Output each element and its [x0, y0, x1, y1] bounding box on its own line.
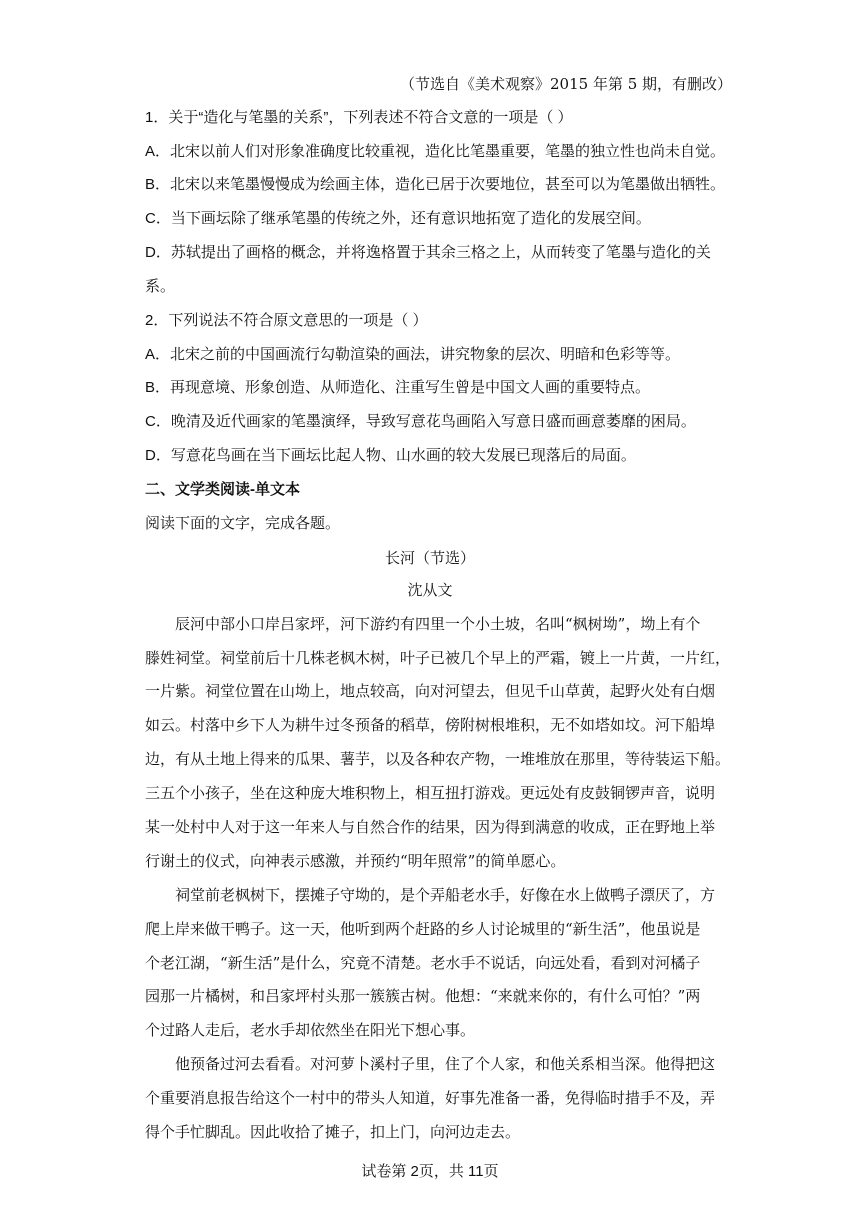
story-author: 沈从文	[407, 581, 453, 599]
source-note: （节选自《美术观察》2015 年第 5 期，有删改）	[400, 75, 733, 93]
question-2-option-c: C．晚清及近代画家的笔墨演绎，导致写意花鸟画陷入写意日盛而画意萎靡的困局。	[145, 413, 696, 430]
question-2-stem: 2．下列说法不符合原文意思的一项是（ ）	[145, 312, 428, 329]
para1-line: 边，有从土地上得来的瓜果、薯芋，以及各种农产物，一堆堆放在那里，等待装运下船。	[145, 750, 731, 768]
reading-instruction: 阅读下面的文字，完成各题。	[145, 515, 341, 532]
question-1-option-a: A．北宋以前人们对形象准确度比较重视，造化比笔墨重要，笔墨的独立性也尚未自觉。	[145, 143, 726, 160]
para1-line: 三五个小孩子，坐在这种庞大堆积物上，相互扭打游戏。更远处有皮鼓铜锣声音，说明	[145, 784, 716, 802]
question-1-option-d-continued: 系。	[145, 278, 176, 295]
question-2-option-b: B．再现意境、形象创造、从师造化、注重写生曾是中国文人画的重要特点。	[145, 379, 651, 396]
para2-line: 祠堂前老枫树下，摆摊子守坳的，是个弄船老水手，好像在水上做鸭子漂厌了，方	[175, 886, 716, 904]
question-1-stem: 1．关于“造化与笔墨的关系”，下列表述不符合文意的一项是（ ）	[145, 109, 573, 126]
para1-line: 行谢土的仪式，向神表示感激，并预约“明年照常”的简单愿心。	[145, 852, 566, 870]
para3-line: 得个手忙脚乱。因此收拾了摊子，扣上门，向河边走去。	[145, 1123, 521, 1141]
question-1-option-d: D．苏轼提出了画格的概念，并将逸格置于其余三格之上，从而转变了笔墨与造化的关	[145, 244, 711, 261]
para1-line: 辰河中部小口岸吕家坪，河下游约有四里一个小土坡，名叫“枫树坳”，坳上有个	[175, 615, 701, 633]
para2-line: 园那一片橘树，和吕家坪村头那一簇簇古树。他想：“来就来你的，有什么可怕？”两	[145, 987, 701, 1005]
para1-line: 某一处村中人对于这一年来人与自然合作的结果，因为得到满意的收成，正在野地上举	[145, 818, 716, 836]
question-2-option-a: A．北宋之前的中国画流行勾勒渲染的画法，讲究物象的层次、明暗和色彩等等。	[145, 346, 681, 363]
para1-line: 一片紫。祠堂位置在山坳上，地点较高，向对河望去，但见千山草黄，起野火处有白烟	[145, 682, 716, 700]
para1-line: 滕姓祠堂。祠堂前后十几株老枫木树，叶子已被几个早上的严霜，镀上一片黄，一片红，	[145, 649, 731, 667]
para2-line: 个老江湖，“新生活”是什么，究竟不清楚。老水手不说话，向远处看，看到对河橘子	[145, 954, 701, 972]
para3-line: 个重要消息报告给这个一村中的带头人知道，好事先准备一番，免得临时措手不及，弄	[145, 1089, 716, 1107]
story-title: 长河（节选）	[384, 549, 475, 567]
para1-line: 如云。村落中乡下人为耕牛过冬预备的稻草，傍附树根堆积，无不如塔如坟。河下船埠	[145, 716, 716, 734]
para3-line: 他预备过河去看看。对河萝卜溪村子里，住了个人家，和他关系相当深。他得把这	[175, 1055, 716, 1073]
question-1-option-b: B．北宋以来笔墨慢慢成为绘画主体，造化已居于次要地位，甚至可以为笔墨做出牺牲。	[145, 176, 726, 193]
page-footer: 试卷第 2页，共 11页	[361, 1163, 499, 1180]
question-1-option-c: C．当下画坛除了继承笔墨的传统之外，还有意识地拓宽了造化的发展空间。	[145, 210, 651, 227]
para2-line: 爬上岸来做干鸭子。这一天，他听到两个赶路的乡人讨论城里的“新生活”，他虽说是	[145, 920, 701, 938]
section-heading: 二、文学类阅读-单文本	[145, 481, 300, 498]
para2-line: 个过路人走后，老水手却依然坐在阳光下想心事。	[145, 1021, 476, 1039]
question-2-option-d: D．写意花鸟画在当下画坛比起人物、山水画的较大发展已现落后的局面。	[145, 447, 636, 464]
